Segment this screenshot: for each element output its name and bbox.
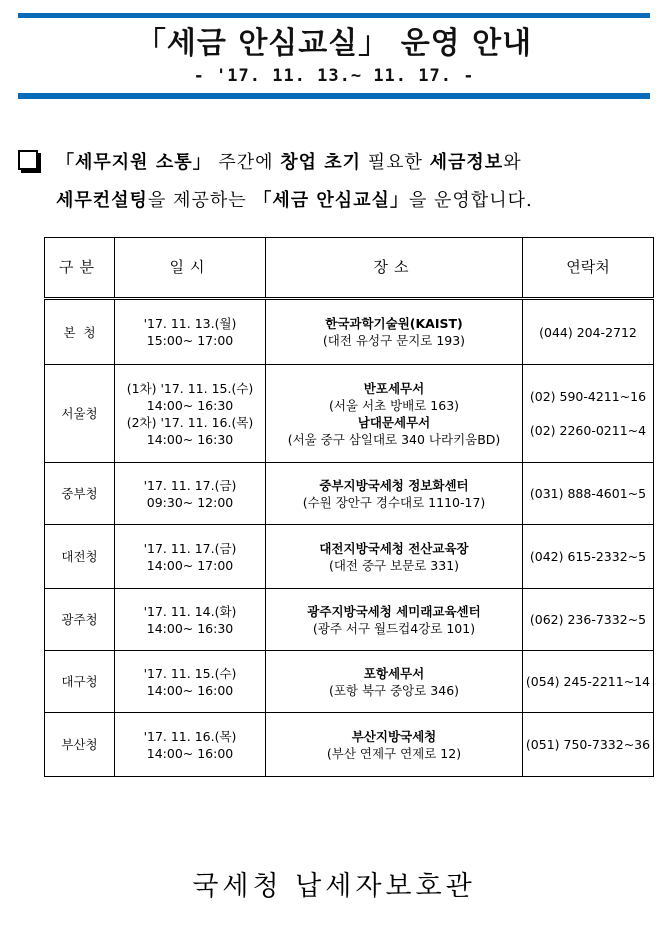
contact-number: (062) 236-7332~5 <box>529 612 647 627</box>
place-name: 반포세무서 <box>363 380 425 396</box>
table-row <box>45 651 654 713</box>
place-name: 대전지방국세청 전산교육장 <box>319 540 469 556</box>
header-datetime: 일시 <box>115 238 266 299</box>
header-office: 구분 <box>45 238 115 299</box>
datetime-line: (1차) '17. 11. 15.(수) <box>126 380 254 396</box>
place-address: (포항 북구 중앙로 346) <box>328 682 460 698</box>
place-address: (대전 유성구 문지로 193) <box>322 333 466 348</box>
intro-text-run: 와 <box>503 152 522 173</box>
place-name: 포항세무서 <box>363 665 425 681</box>
datetime-cell <box>115 525 266 589</box>
office-cell: 서울청 <box>45 365 115 463</box>
table-row <box>45 299 654 365</box>
contact-cell <box>523 589 654 651</box>
place-address: (광주 서구 월드컵4강로 101) <box>312 620 476 636</box>
datetime-line: '17. 11. 14.(화) <box>143 603 237 619</box>
intro-text-run: 주간에 <box>211 152 281 173</box>
datetime-line: '17. 11. 17.(금) <box>143 540 237 556</box>
place-name: 한국과학기술원(KAIST) <box>325 316 463 331</box>
issuer-signature: 국세청 납세자보호관 <box>192 871 476 902</box>
datetime-cell <box>115 365 266 463</box>
table-header-row <box>45 238 654 299</box>
place-address: (서울 중구 삼일대로 340 나라키움BD) <box>287 431 501 447</box>
header-place: 장소 <box>266 238 523 299</box>
place-address: (서울 서초 방배로 163) <box>328 397 460 413</box>
datetime-cell <box>115 463 266 525</box>
datetime-line: '17. 11. 17.(금) <box>143 477 237 493</box>
office-cell: 대구청 <box>45 651 115 713</box>
place-cell <box>266 713 523 777</box>
contact-number: (02) 590-4211~16 <box>529 389 647 404</box>
place-cell <box>266 365 523 463</box>
contact-cell <box>523 463 654 525</box>
intro-text-run: 「세무지원 소통」 <box>56 152 212 173</box>
office-cell: 광주청 <box>45 589 115 651</box>
office-cell: 대전청 <box>45 525 115 589</box>
contact-number: (054) 245-2211~14 <box>525 674 651 689</box>
contact-number: (031) 888-4601~5 <box>529 486 647 501</box>
datetime-cell <box>115 651 266 713</box>
table-row <box>45 525 654 589</box>
table-row <box>45 589 654 651</box>
datetime-line: 14:00~ 16:00 <box>146 745 234 761</box>
contact-number: (02) 2260-0211~4 <box>529 423 647 438</box>
intro-text-run: 창업 초기 <box>280 152 362 173</box>
datetime-line: '17. 11. 16.(목) <box>143 728 237 744</box>
checkbox-bullet-icon <box>18 150 38 170</box>
intro-text-run: 필요한 <box>361 152 430 173</box>
contact-cell <box>523 299 654 365</box>
contact-cell <box>523 713 654 777</box>
datetime-cell <box>115 299 266 365</box>
place-name: 부산지방국세청 <box>351 728 437 744</box>
page-subtitle: - '17. 11. 13.~ 11. 17. - <box>193 66 475 86</box>
datetime-line: 14:00~ 17:00 <box>146 557 234 573</box>
intro-text-run: 「세금 안심교실」 <box>253 190 409 211</box>
place-address: (수원 장안구 경수대로 1110-17) <box>302 494 486 510</box>
datetime-line: 14:00~ 16:30 <box>146 397 234 413</box>
intro-text-run: 을 제공하는 <box>147 190 254 211</box>
place-name: 중부지방국세청 정보화센터 <box>319 477 469 493</box>
office-cell: 중부청 <box>45 463 115 525</box>
table-row <box>45 463 654 525</box>
contact-number: (042) 615-2332~5 <box>529 549 647 564</box>
datetime-line: '17. 11. 15.(수) <box>143 665 237 681</box>
document-header <box>0 0 668 102</box>
place-name: 광주지방국세청 세미래교육센터 <box>307 603 481 619</box>
intro-text-run: 세무컨설팅 <box>56 190 148 211</box>
datetime-cell <box>115 713 266 777</box>
place-cell <box>266 525 523 589</box>
place-address: (부산 연제구 연제로 12) <box>326 745 462 761</box>
datetime-line: 14:00~ 16:30 <box>146 431 234 447</box>
datetime-line: 09:30~ 12:00 <box>146 494 234 510</box>
header-contact: 연락처 <box>523 238 654 299</box>
office-cell: 부산청 <box>45 713 115 777</box>
intro-text-run: 세금정보 <box>429 152 504 173</box>
intro-text-run: 을 운영합니다. <box>408 190 533 211</box>
intro-line-2 <box>56 186 533 212</box>
header-bottom-rule <box>18 93 650 99</box>
intro-line-1 <box>56 148 522 174</box>
contact-cell <box>523 365 654 463</box>
datetime-cell <box>115 589 266 651</box>
contact-number: (044) 204-2712 <box>539 324 637 340</box>
office-cell: 본 청 <box>45 299 115 365</box>
place-name: 남대문세무서 <box>357 414 431 430</box>
datetime-line: '17. 11. 13.(월) <box>143 316 237 331</box>
page-title: 「세금 안심교실」 운영 안내 <box>135 26 533 61</box>
place-cell <box>266 463 523 525</box>
table-row <box>45 365 654 463</box>
datetime-line: (2차) '17. 11. 16.(목) <box>126 414 254 430</box>
contact-cell <box>523 651 654 713</box>
place-cell <box>266 651 523 713</box>
contact-number: (051) 750-7332~36 <box>525 737 651 752</box>
place-cell <box>266 589 523 651</box>
datetime-line: 14:00~ 16:00 <box>146 682 234 698</box>
place-cell <box>266 299 523 365</box>
contact-cell <box>523 525 654 589</box>
table-row <box>45 713 654 777</box>
place-address: (대전 중구 보문로 331) <box>328 557 460 573</box>
datetime-line: 14:00~ 16:30 <box>146 620 234 636</box>
schedule-table <box>44 237 654 777</box>
datetime-line: 15:00~ 17:00 <box>146 333 234 348</box>
